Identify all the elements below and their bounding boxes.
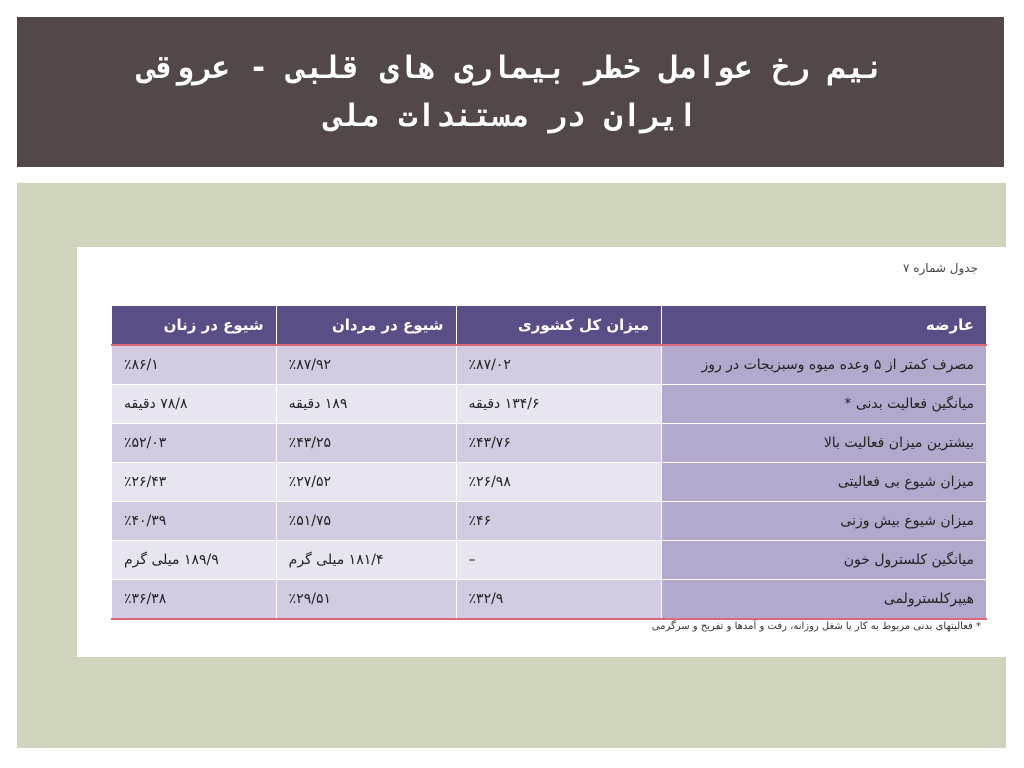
women-cell: ۷۸/۸ دقیقه	[112, 385, 277, 424]
men-cell: ٪۸۷/۹۲	[276, 345, 456, 385]
table-row	[112, 541, 987, 580]
national-cell: ٪۴۳/۷۶	[456, 424, 661, 463]
women-cell: ٪۴۰/۳۹	[112, 502, 277, 541]
header-national: میزان کل کشوری	[456, 306, 661, 346]
national-cell: ٪۲۶/۹۸	[456, 463, 661, 502]
men-cell: ٪۲۷/۵۲	[276, 463, 456, 502]
table-card	[77, 247, 1006, 657]
table-row	[112, 424, 987, 463]
risk-cell: میزان شیوع بیش وزنی	[662, 502, 987, 541]
men-cell: ٪۴۳/۲۵	[276, 424, 456, 463]
table-row	[112, 345, 987, 385]
national-cell: ٪۳۲/۹	[456, 580, 661, 620]
table-row	[112, 580, 987, 620]
table-row	[112, 463, 987, 502]
risk-cell: هیپرکلسترولمی	[662, 580, 987, 620]
women-cell: ٪۳۶/۳۸	[112, 580, 277, 620]
women-cell: ٪۵۲/۰۳	[112, 424, 277, 463]
national-cell: ٪۸۷/۰۲	[456, 345, 661, 385]
national-cell: ۱۳۴/۶ دقیقه	[456, 385, 661, 424]
risk-cell: میانگین کلسترول خون	[662, 541, 987, 580]
header-risk: عارضه	[662, 306, 987, 346]
table-caption: جدول شماره ۷	[902, 261, 978, 275]
risk-cell: بیشترین میزان فعالیت بالا	[662, 424, 987, 463]
national-cell: ٪۴۶	[456, 502, 661, 541]
women-cell: ٪۸۶/۱	[112, 345, 277, 385]
slide-title-line-2: ایران در مستندات ملی	[323, 98, 698, 134]
men-cell: ۱۸۹ دقیقه	[276, 385, 456, 424]
men-cell: ٪۵۱/۷۵	[276, 502, 456, 541]
risk-cell: میانگین فعالیت بدنی *	[662, 385, 987, 424]
risk-factor-table	[111, 305, 987, 620]
national-cell: –	[456, 541, 661, 580]
header-men: شیوع در مردان	[276, 306, 456, 346]
table-row	[112, 502, 987, 541]
slide-title-line-1: نیم رخ عوامل خطر بیماری های قلبی - عروقی	[137, 50, 884, 86]
header-women: شیوع در زنان	[112, 306, 277, 346]
women-cell: ٪۲۶/۴۳	[112, 463, 277, 502]
table-header-row	[112, 306, 987, 346]
women-cell: ۱۸۹/۹ میلی گرم	[112, 541, 277, 580]
men-cell: ۱۸۱/۴ میلی گرم	[276, 541, 456, 580]
table-footnote: * فعالیتهای بدنی مربوط به کار یا شغل روزانه، رفت و آمدها و تفریح و سرگرمی	[651, 621, 981, 632]
title-bar	[17, 17, 1004, 167]
men-cell: ٪۲۹/۵۱	[276, 580, 456, 620]
table-row	[112, 385, 987, 424]
risk-cell: میزان شیوع بی فعالیتی	[662, 463, 987, 502]
risk-cell: مصرف کمتر از ۵ وعده میوه وسبزیجات در روز	[662, 345, 987, 385]
